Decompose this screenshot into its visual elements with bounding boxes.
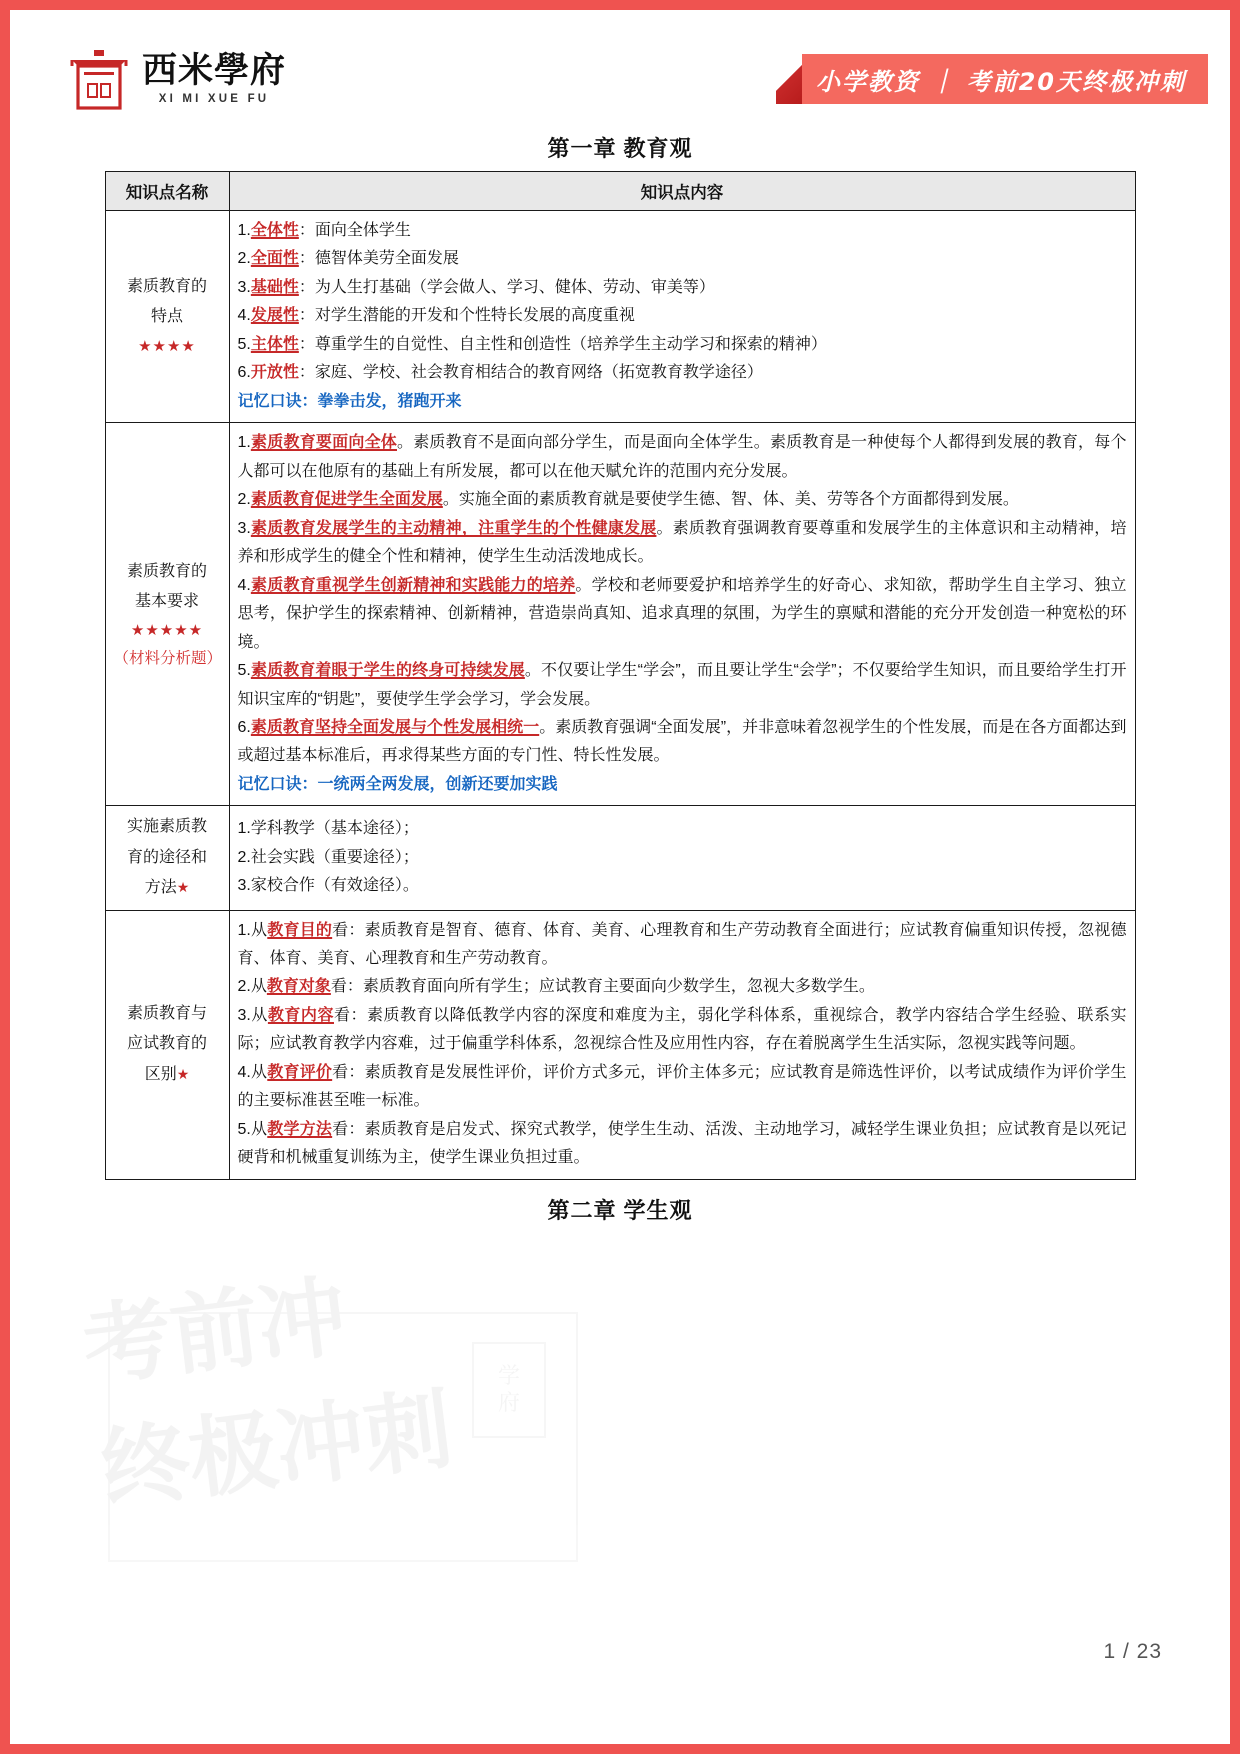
content-line-number: 3. — [237, 877, 251, 895]
content-line-number: 3.从 — [237, 1006, 268, 1024]
content-text: 。素质教育强调“全面发展”，并非意味着忽视学生的个性发展，而是在各方面都达到或超过基本标准后，再求得某些方面的专门性、特长性发展。 — [237, 718, 1127, 765]
row-content-cell — [229, 211, 1135, 423]
page-header — [32, 22, 1208, 118]
row-title-line: 素质教育与 — [126, 1005, 207, 1023]
content-text: ：面向全体学生 — [298, 222, 411, 239]
row-title-cell — [105, 910, 229, 1179]
mnemonic-line: 记忆口诀：拳拳击发，猪跑开来 — [237, 392, 462, 410]
content-line — [238, 572, 1127, 657]
content-line-number: 2. — [237, 848, 251, 866]
watermark-box — [108, 1312, 578, 1562]
watermark-seal — [472, 1342, 546, 1438]
content-keyword: 素质教育着眼于学生的终身可持续发展 — [250, 662, 525, 680]
knowledge-table — [105, 171, 1136, 1180]
row-content-cell — [229, 423, 1135, 806]
content-line — [238, 331, 1127, 359]
content-line — [238, 844, 1127, 872]
row-title-line: 方法★ — [144, 879, 190, 897]
content-line-number: 6. — [237, 364, 251, 382]
watermark-seal-bottom: 府 — [497, 1391, 520, 1416]
content-line-number: 1. — [237, 222, 251, 239]
row-title-line: 基本要求 — [134, 592, 199, 610]
row-title-line: 区别★ — [144, 1065, 190, 1083]
page-number: 1 / 23 — [1103, 1640, 1162, 1663]
content-keyword: 发展性 — [250, 307, 299, 325]
content-text: 学科教学（基本途径）； — [250, 820, 419, 838]
content-line — [238, 872, 1127, 900]
content-text: ：家庭、学校、社会教育相结合的教育网络（拓宽教育教学途径） — [298, 364, 763, 382]
watermark — [72, 1252, 612, 1582]
banner-label: 小学教资 ｜ 考前20天终极冲刺 — [815, 67, 1186, 96]
content-line-number: 6. — [237, 718, 251, 736]
brand-name-cn: 西米學府 — [142, 49, 287, 91]
content-text: ：德智体美劳全面发展 — [298, 250, 459, 268]
chapter-title-second: 第二章 学生观 — [547, 1197, 693, 1223]
content-line — [238, 1116, 1127, 1173]
row-title-cell — [105, 806, 229, 910]
content-line — [238, 486, 1127, 514]
content-keyword: 主体性 — [250, 335, 299, 353]
row-title-line: 素质教育的 — [126, 562, 207, 580]
content-keyword: 教学方法 — [267, 1120, 333, 1138]
content-line — [238, 302, 1127, 330]
gate-logo-icon — [70, 48, 128, 110]
content-line — [238, 429, 1127, 486]
content-line — [238, 274, 1127, 302]
content-keyword: 素质教育重视学生创新精神和实践能力的培养 — [250, 576, 576, 594]
content-line — [238, 657, 1127, 714]
row-title-line: 应试教育的 — [126, 1035, 207, 1053]
content-keyword: 教育评价 — [267, 1063, 333, 1081]
content-line-number: 4. — [237, 307, 251, 325]
star-icon: ★ — [176, 1065, 190, 1082]
table-row — [105, 806, 1135, 910]
content-text: 看：素质教育是启发式、探究式教学，使学生生动、活泼、主动地学习，减轻学生课业负担；应试教育是以死记硬背和机械重复训练为主，使学生课业负担过重。 — [237, 1120, 1127, 1167]
row-title-note: （材料分析题） — [113, 649, 223, 667]
chapter-title-first: 第一章 教育观 — [547, 136, 693, 161]
content-text: 看：素质教育是智育、德育、体育、美育、心理教育和生产劳动教育全面进行；应试教育偏重知识传授，忽视德育、体育、美育、心理教育和生产劳动教育。 — [237, 921, 1127, 968]
row-title-cell — [105, 211, 229, 423]
content-text: 。素质教育强调教育要尊重和发展学生的主体意识和主动精神，培养和形成学生的健全个性和精神，使学生生动活泼地成长。 — [237, 519, 1127, 566]
row-title-line: 素质教育的 — [126, 278, 207, 295]
content-line-number: 5. — [237, 335, 251, 353]
content-text: ：对学生潜能的开发和个性特长发展的高度重视 — [298, 307, 635, 325]
content-keyword: 素质教育发展学生的主动精神，注重学生的个性健康发展 — [250, 519, 657, 537]
content-line — [238, 1059, 1127, 1116]
table-header-row — [105, 172, 1135, 211]
content-line-number: 2.从 — [237, 978, 267, 996]
content-line — [238, 917, 1127, 974]
row-title-line: 特点 — [150, 308, 183, 326]
content-text: 看：素质教育是发展性评价，评价方式多元，评价主体多元；应试教育是筛选性评价，以考试成绩作为评价学生的主要标准甚至唯一标准。 — [237, 1063, 1127, 1110]
watermark-line-1: 考前冲 — [77, 1263, 353, 1399]
content-line — [238, 815, 1127, 843]
table-row — [105, 423, 1135, 806]
content-line — [238, 515, 1127, 572]
content-keyword: 素质教育促进学生全面发展 — [250, 491, 443, 509]
content-line — [238, 359, 1127, 387]
content-keyword: 素质教育坚持全面发展与个性发展相统一 — [250, 718, 540, 736]
watermark-line-2: 终极冲刺 — [95, 1375, 458, 1523]
content-line-number: 3. — [237, 519, 251, 537]
content-text: 。实施全面的素质教育就是要使学生德、智、体、美、劳等各个方面都得到发展。 — [442, 491, 1019, 509]
content-keyword: 素质教育要面向全体 — [250, 434, 397, 452]
content-text: ：尊重学生的自觉性、自主性和创造性（培养学生主动学习和探索的精神） — [298, 335, 827, 353]
content-text: 社会实践（重要途径）； — [250, 848, 419, 866]
content-text: 看：素质教育以降低教学内容的深度和难度为主，弱化学科体系，重视综合，教学内容结合学生经验、联系实际；应试教育教学内容难，过于偏重学科体系，忽视综合性及应用性内容，存在着脱离学生生活实际，忽视实践等问题。 — [237, 1006, 1127, 1053]
content-line — [238, 217, 1127, 245]
content-line — [238, 245, 1127, 273]
promo-banner — [776, 54, 1208, 104]
content-line — [238, 973, 1127, 1001]
row-content-cell — [229, 806, 1135, 910]
banner-body — [802, 54, 1208, 104]
content-text: 。不仅要让学生“学会”，而且要让学生“会学”；不仅要给学生知识，而且要给学生打开知识宝库的“钥匙”，要使学生学会学习，学会发展。 — [237, 662, 1127, 708]
table-row — [105, 910, 1135, 1179]
content-keyword: 教育目的 — [267, 921, 333, 939]
content-line-number: 5. — [237, 662, 251, 680]
content-keyword: 全体性 — [250, 222, 299, 239]
content-line — [238, 1002, 1127, 1059]
table-body — [105, 211, 1135, 1180]
brand-text — [142, 49, 287, 106]
row-content-cell — [229, 910, 1135, 1179]
content-text: ：为人生打基础（学会做人、学习、健体、劳动、审美等） — [298, 278, 715, 296]
content-line-number: 1.从 — [237, 921, 268, 939]
content-line — [238, 714, 1127, 771]
table-row — [105, 211, 1135, 423]
brand-logo — [70, 48, 286, 110]
content-keyword: 全面性 — [250, 250, 299, 268]
col-header-name: 知识点名称 — [105, 172, 229, 211]
star-rating: ★★★★ — [138, 337, 196, 355]
star-icon: ★ — [176, 879, 190, 896]
content-line-number: 1. — [237, 434, 251, 452]
content-line-number: 3. — [237, 278, 251, 296]
row-title-line: 实施素质教 — [126, 818, 207, 836]
star-rating: ★★★★★ — [130, 622, 204, 640]
col-header-content: 知识点内容 — [229, 172, 1135, 211]
content-keyword: 开放性 — [250, 364, 299, 382]
content-text: 家校合作（有效途径）。 — [250, 877, 419, 895]
brand-name-en: XI MI XUE FU — [158, 92, 270, 105]
row-title-cell — [105, 423, 229, 806]
content-text: 。学校和老师要爱护和培养学生的好奇心、求知欲，帮助学生自主学习、独立思考，保护学生的探索精神、创新精神，营造崇尚真知、追求真理的氛围，为学生的禀赋和潜能的充分开发创造一种宽松的环境。 — [237, 576, 1127, 651]
content-line-number: 2. — [237, 491, 251, 509]
content-line-number: 4.从 — [237, 1063, 268, 1081]
content-keyword: 教育内容 — [267, 1006, 334, 1024]
row-title-line: 育的途径和 — [126, 848, 207, 866]
content-line-number: 1. — [237, 820, 251, 838]
content-keyword: 教育对象 — [266, 978, 331, 996]
content-line-number: 5.从 — [237, 1120, 268, 1138]
watermark-seal-top: 学 — [497, 1363, 520, 1389]
mnemonic-line: 记忆口诀：一统两全两发展，创新还要加实践 — [237, 775, 558, 793]
content-line-number: 4. — [237, 576, 251, 594]
content-keyword: 基础性 — [250, 278, 299, 296]
content-text: 。素质教育不是面向部分学生，而是面向全体学生。素质教育是一种使每个人都得到发展的教育，每个人都可以在他原有的基础上有所发展，都可以在他天赋允许的范围内充分发展。 — [237, 434, 1127, 480]
content-line-number: 2. — [237, 250, 251, 268]
banner-fold-corner — [776, 54, 802, 104]
content-text: 看：素质教育面向所有学生；应试教育主要面向少数学生，忽视大多数学生。 — [330, 978, 875, 996]
